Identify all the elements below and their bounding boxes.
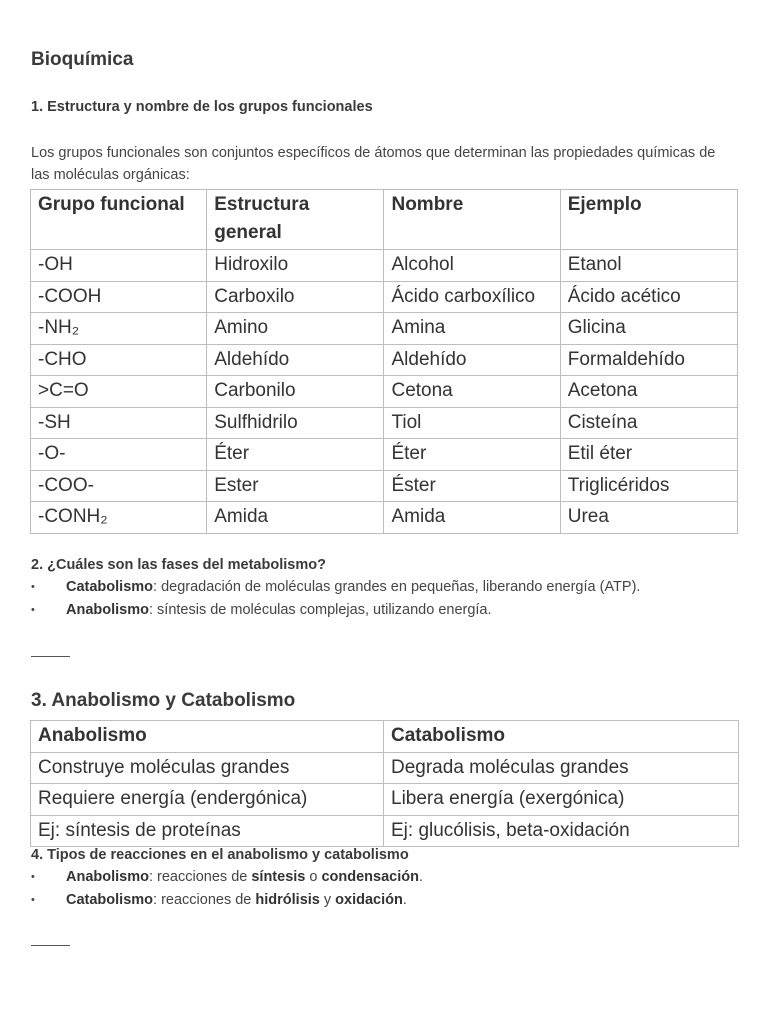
table-cell: -CHO bbox=[31, 344, 207, 376]
column-header: Estructura general bbox=[207, 190, 384, 250]
table-cell: Éter bbox=[207, 439, 384, 471]
list-item-text: : reacciones de bbox=[153, 892, 256, 908]
column-header: Grupo funcional bbox=[31, 190, 207, 250]
table-cell: -NH₂ bbox=[31, 313, 207, 345]
table-cell: Éter bbox=[384, 439, 560, 471]
section4-heading: 4. Tipos de reacciones en el anabolismo y catabolismo bbox=[31, 847, 409, 863]
separator-rule bbox=[31, 656, 70, 657]
reaction-types-list bbox=[31, 866, 741, 912]
table-row bbox=[31, 470, 738, 502]
table-cell: Alcohol bbox=[384, 250, 560, 282]
table-cell: -COO- bbox=[31, 470, 207, 502]
table-cell: >C=O bbox=[31, 376, 207, 408]
bullet-icon: • bbox=[31, 604, 35, 616]
table-row bbox=[31, 407, 738, 439]
bullet-icon: • bbox=[31, 894, 35, 906]
section3-heading: 3. Anabolismo y Catabolismo bbox=[31, 690, 296, 711]
table-cell: Construye moléculas grandes bbox=[31, 752, 384, 784]
table-row bbox=[31, 376, 738, 408]
list-item-text: : reacciones de bbox=[148, 869, 252, 885]
list-item-keyword: oxidación bbox=[335, 892, 403, 908]
column-header: Nombre bbox=[384, 190, 560, 250]
bullet-icon: • bbox=[31, 581, 35, 593]
table-header-row bbox=[31, 721, 739, 753]
list-item-term: Anabolismo bbox=[66, 602, 149, 618]
table-cell: -COOH bbox=[31, 281, 207, 313]
table-cell: Carbonilo bbox=[207, 376, 384, 408]
list-item bbox=[31, 599, 741, 622]
section1-intro: Los grupos funcionales son conjuntos específicos de átomos que determinan las propiedades químicas de las moléculas orgánicas: bbox=[31, 145, 716, 183]
table-cell: Sulfhidrilo bbox=[207, 407, 384, 439]
metabolism-phases-list bbox=[31, 576, 741, 622]
table-row bbox=[31, 439, 738, 471]
table-cell: Ester bbox=[207, 470, 384, 502]
table-cell: -SH bbox=[31, 407, 207, 439]
list-item-keyword: síntesis bbox=[251, 869, 306, 885]
column-header: Catabolismo bbox=[384, 721, 739, 753]
table-cell: Aldehído bbox=[207, 344, 384, 376]
functional-groups-table bbox=[30, 189, 738, 534]
column-header: Ejemplo bbox=[560, 190, 737, 250]
table-row bbox=[31, 281, 738, 313]
column-header: Anabolismo bbox=[31, 721, 384, 753]
section2-heading: 2. ¿Cuáles son las fases del metabolismo? bbox=[31, 557, 326, 573]
table-cell: Ácido acético bbox=[560, 281, 737, 313]
table-row bbox=[31, 313, 738, 345]
table-cell: Etanol bbox=[560, 250, 737, 282]
table-cell: Cetona bbox=[384, 376, 560, 408]
list-item-text: . bbox=[418, 869, 424, 885]
table-cell: Tiol bbox=[384, 407, 560, 439]
table-cell: Hidroxilo bbox=[207, 250, 384, 282]
table-row bbox=[31, 250, 738, 282]
table-row bbox=[31, 784, 739, 816]
list-item-text: : síntesis de moléculas complejas, utilizando energía. bbox=[148, 602, 492, 618]
table-cell: Aldehído bbox=[384, 344, 560, 376]
table-cell: Etil éter bbox=[560, 439, 737, 471]
table-row bbox=[31, 344, 738, 376]
table-cell: Amida bbox=[207, 502, 384, 534]
table-cell: -OH bbox=[31, 250, 207, 282]
table-cell: Ej: glucólisis, beta-oxidación bbox=[384, 815, 739, 847]
list-item-term: Catabolismo bbox=[66, 579, 154, 595]
list-item bbox=[31, 866, 741, 889]
table-cell: Glicina bbox=[560, 313, 737, 345]
table-row bbox=[31, 815, 739, 847]
table-cell: Degrada moléculas grandes bbox=[384, 752, 739, 784]
table-cell: Urea bbox=[560, 502, 737, 534]
table-cell: Amina bbox=[384, 313, 560, 345]
table-row bbox=[31, 752, 739, 784]
table-row bbox=[31, 502, 738, 534]
separator-rule bbox=[31, 945, 70, 946]
table-cell: Carboxilo bbox=[207, 281, 384, 313]
list-item-term: Catabolismo bbox=[66, 892, 154, 908]
table-cell: Libera energía (exergónica) bbox=[384, 784, 739, 816]
table-cell: Ej: síntesis de proteínas bbox=[31, 815, 384, 847]
table-cell: Cisteína bbox=[560, 407, 737, 439]
table-header-row bbox=[31, 190, 738, 250]
list-item-keyword: hidrólisis bbox=[255, 892, 320, 908]
table-cell: Amino bbox=[207, 313, 384, 345]
table-cell: -CONH₂ bbox=[31, 502, 207, 534]
list-item-text: o bbox=[305, 869, 322, 885]
bullet-icon: • bbox=[31, 871, 35, 883]
list-item bbox=[31, 576, 741, 599]
table-cell: Triglicéridos bbox=[560, 470, 737, 502]
table-cell: Amida bbox=[384, 502, 560, 534]
list-item-text: y bbox=[319, 892, 336, 908]
anabolism-catabolism-table bbox=[30, 720, 739, 847]
table-cell: Requiere energía (endergónica) bbox=[31, 784, 384, 816]
list-item-text: . bbox=[402, 892, 407, 908]
list-item-text: : degradación de moléculas grandes en pequeñas, liberando energía (ATP). bbox=[153, 579, 641, 595]
list-item-keyword: condensación bbox=[321, 869, 419, 885]
list-item bbox=[31, 889, 741, 912]
table-cell: Formaldehído bbox=[560, 344, 737, 376]
table-cell: -O- bbox=[31, 439, 207, 471]
section1-heading: 1. Estructura y nombre de los grupos funcionales bbox=[31, 99, 373, 115]
table-cell: Éster bbox=[384, 470, 560, 502]
table-cell: Acetona bbox=[560, 376, 737, 408]
document-title: Bioquímica bbox=[31, 49, 134, 70]
list-item-term: Anabolismo bbox=[66, 869, 149, 885]
table-cell: Ácido carboxílico bbox=[384, 281, 560, 313]
